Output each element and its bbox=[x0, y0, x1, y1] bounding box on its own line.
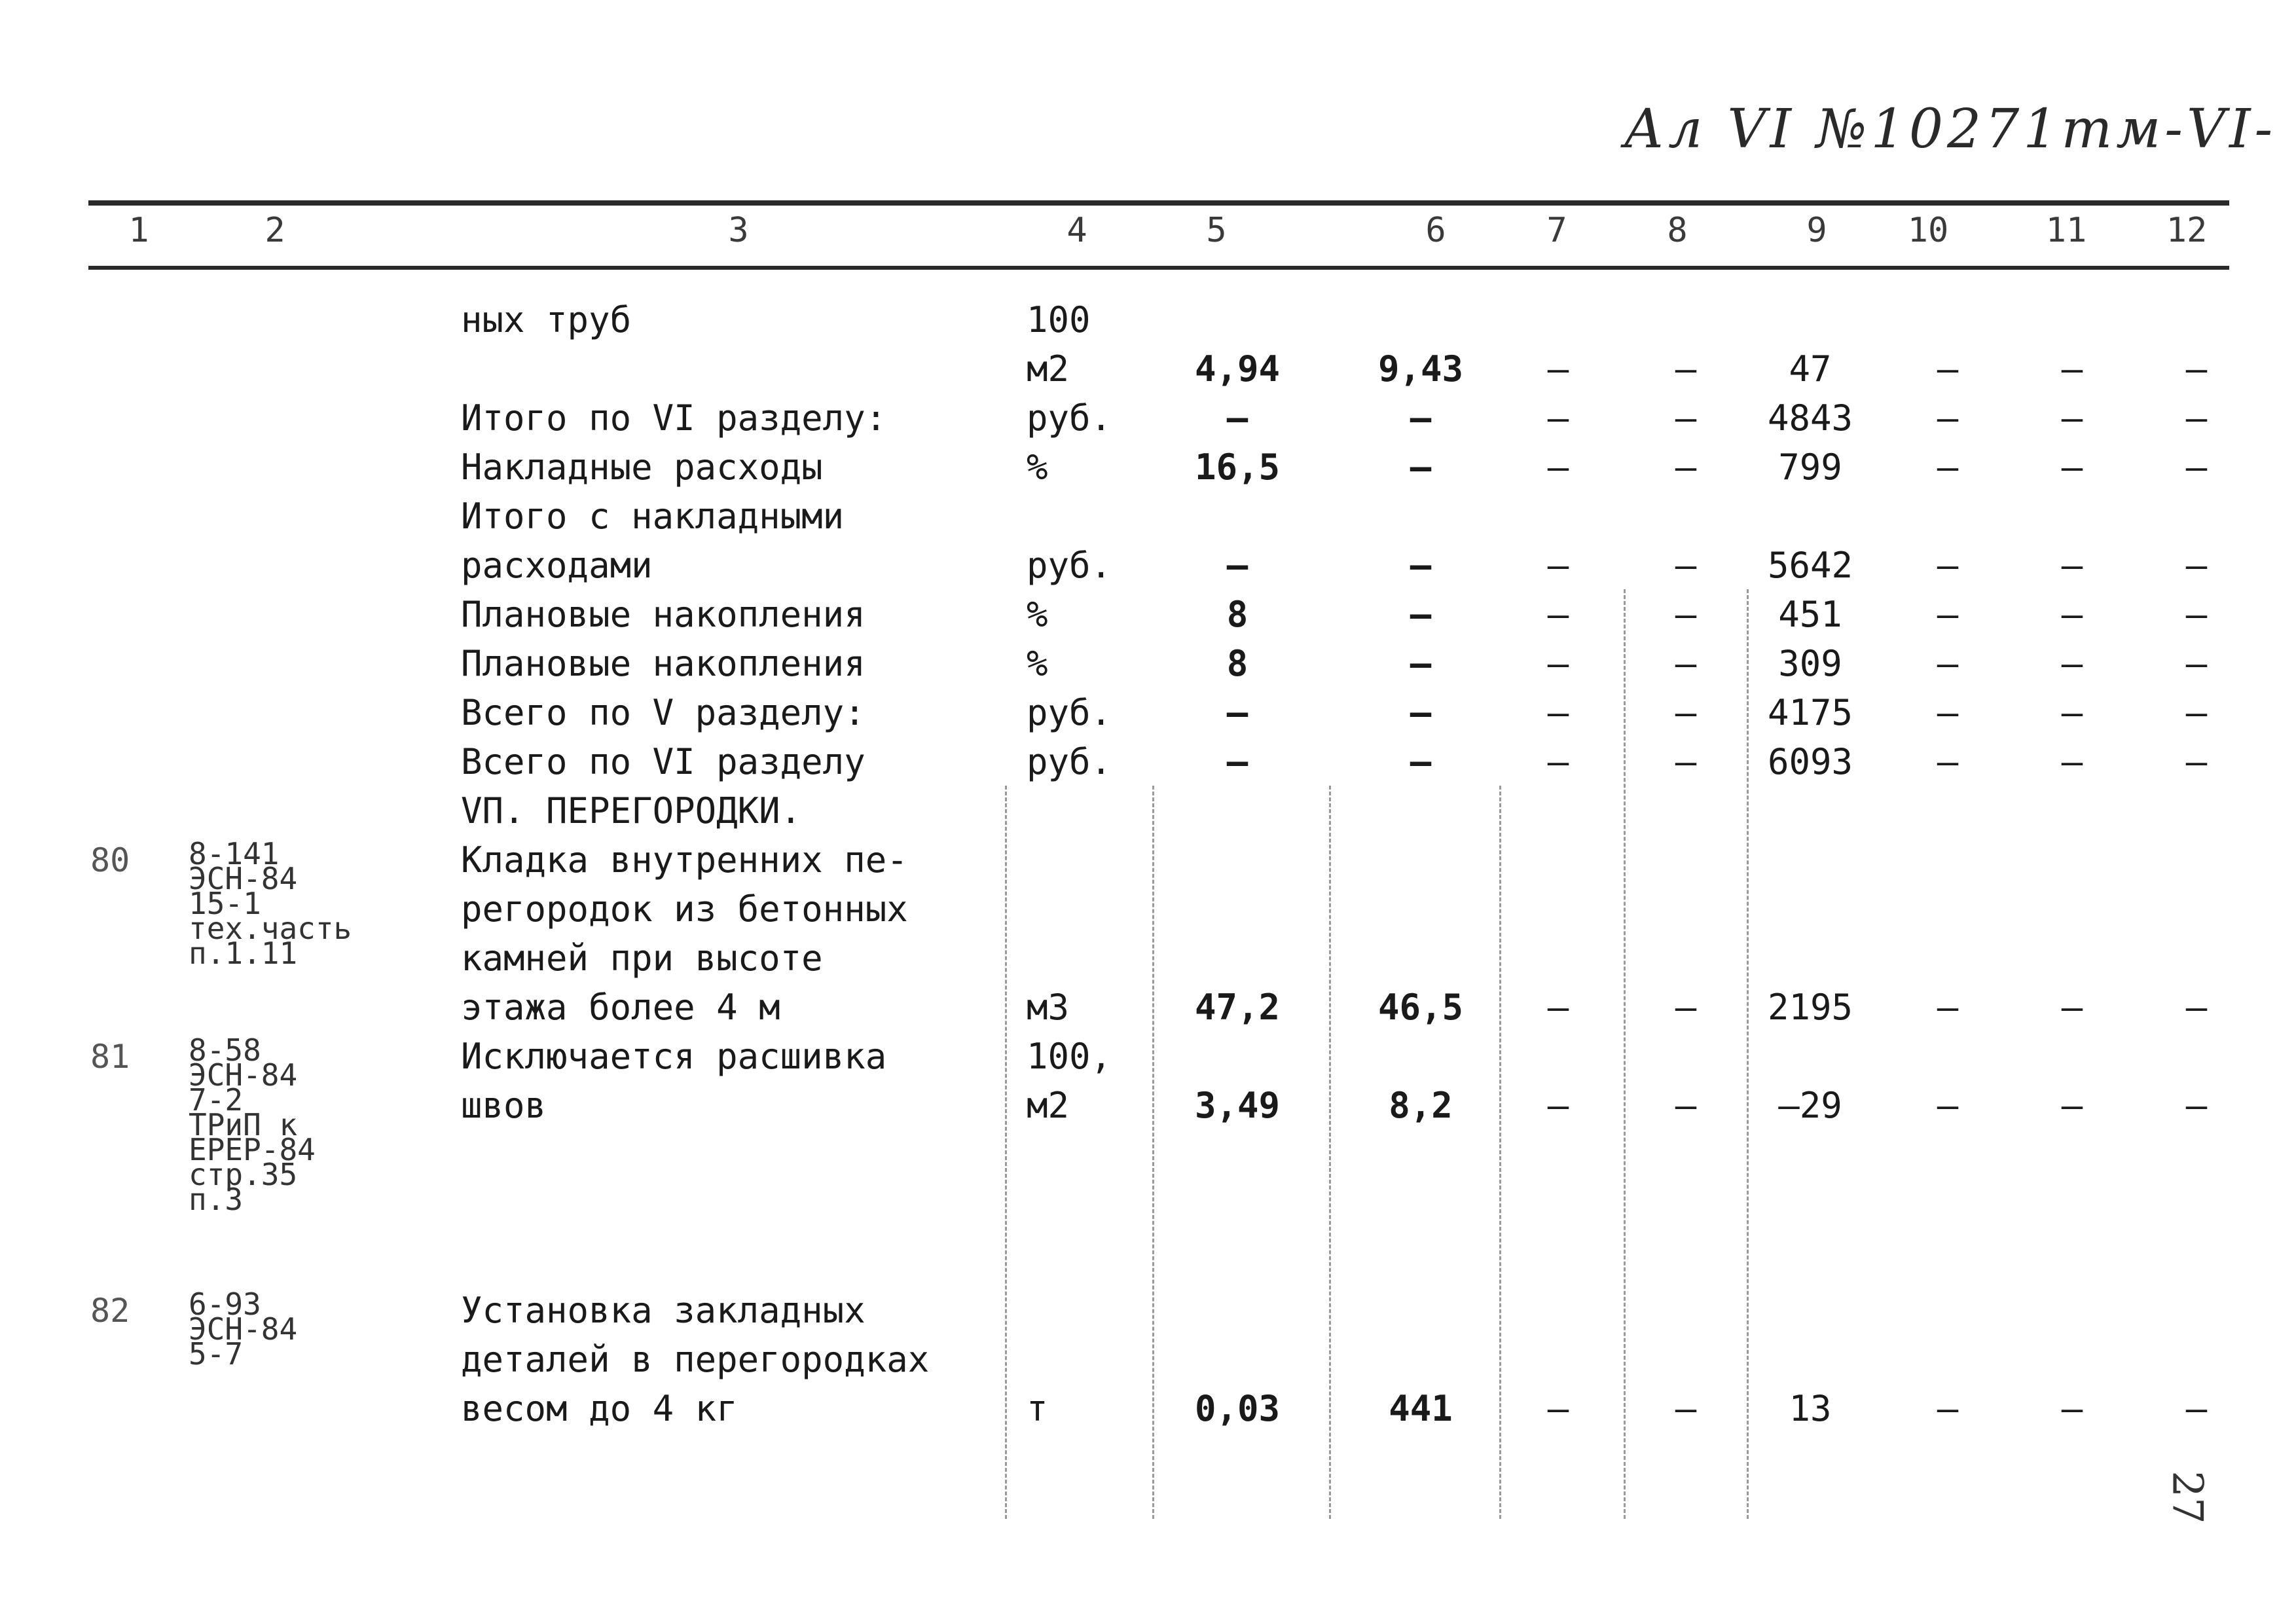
handwritten-header: Ал VI №10271тм-VI- bbox=[1624, 98, 2277, 160]
norm-reference: 8-141 ЭСН-84 15-1 тех.часть п.1.11 bbox=[189, 836, 352, 971]
value-col-11: – bbox=[2061, 545, 2083, 586]
value-col-6: 8,2 bbox=[1389, 1085, 1453, 1126]
column-number: 2 bbox=[264, 211, 285, 250]
value-col-10: – bbox=[1937, 594, 1959, 635]
column-number: 6 bbox=[1425, 211, 1446, 250]
value-col-9: 6093 bbox=[1767, 741, 1853, 782]
value-col-6: – bbox=[1410, 692, 1432, 733]
value-col-5: 8 bbox=[1226, 594, 1248, 635]
column-separator bbox=[1329, 786, 1333, 1519]
header-bottom-rule bbox=[88, 266, 2229, 270]
unit-of-measure: 100 bbox=[1027, 299, 1091, 340]
value-col-9: 5642 bbox=[1767, 545, 1853, 586]
value-col-7: – bbox=[1547, 1388, 1569, 1429]
value-col-6: – bbox=[1410, 741, 1432, 782]
value-col-7: – bbox=[1547, 348, 1569, 390]
value-col-10: – bbox=[1937, 741, 1959, 782]
column-number: 3 bbox=[728, 211, 749, 250]
value-col-11: – bbox=[2061, 692, 2083, 733]
page-number: 27 bbox=[2162, 1470, 2212, 1524]
work-description: Всего по VI разделу bbox=[461, 741, 866, 782]
value-col-7: – bbox=[1547, 447, 1569, 488]
work-description: регородок из бетонных bbox=[461, 888, 908, 930]
unit-of-measure: руб. bbox=[1027, 741, 1112, 782]
column-number: 12 bbox=[2166, 211, 2208, 250]
row-number: 81 bbox=[90, 1038, 130, 1076]
value-col-9: 13 bbox=[1789, 1388, 1832, 1429]
work-description: Итого с накладными bbox=[461, 496, 845, 537]
value-col-6: 46,5 bbox=[1377, 987, 1464, 1028]
value-col-9: 4843 bbox=[1767, 397, 1853, 439]
value-col-8: – bbox=[1675, 1085, 1697, 1126]
unit-of-measure: % bbox=[1027, 643, 1048, 684]
work-description: швов bbox=[461, 1085, 547, 1126]
value-col-5: 4,94 bbox=[1194, 348, 1281, 390]
work-description: VП. ПЕРЕГОРОДКИ. bbox=[461, 790, 802, 831]
value-col-5: 0,03 bbox=[1194, 1388, 1281, 1429]
value-col-10: – bbox=[1937, 447, 1959, 488]
row-number: 82 bbox=[90, 1292, 130, 1330]
column-number: 4 bbox=[1066, 211, 1087, 250]
column-separator bbox=[1152, 786, 1156, 1519]
unit-of-measure: руб. bbox=[1027, 397, 1112, 439]
value-col-12: – bbox=[2185, 741, 2208, 782]
value-col-12: – bbox=[2185, 348, 2208, 390]
value-col-10: – bbox=[1937, 643, 1959, 684]
value-col-7: – bbox=[1547, 692, 1569, 733]
value-col-11: – bbox=[2061, 447, 2083, 488]
work-description: этажа более 4 м bbox=[461, 987, 780, 1028]
work-description: Исключается расшивка bbox=[461, 1036, 887, 1077]
work-description: Итого по VI разделу: bbox=[461, 397, 887, 439]
work-description: Плановые накопления bbox=[461, 643, 866, 684]
work-description: Кладка внутренних пе- bbox=[461, 839, 908, 881]
value-col-11: – bbox=[2061, 643, 2083, 684]
column-separator bbox=[1499, 786, 1503, 1519]
row-number: 80 bbox=[90, 841, 130, 879]
value-col-11: – bbox=[2061, 397, 2083, 439]
value-col-7: – bbox=[1547, 741, 1569, 782]
unit-of-measure: % bbox=[1027, 594, 1048, 635]
value-col-12: – bbox=[2185, 594, 2208, 635]
value-col-11: – bbox=[2061, 348, 2083, 390]
value-col-9: 799 bbox=[1778, 447, 1842, 488]
value-col-8: – bbox=[1675, 692, 1697, 733]
value-col-8: – bbox=[1675, 447, 1697, 488]
work-description: Накладные расходы bbox=[461, 447, 823, 488]
value-col-11: – bbox=[2061, 987, 2083, 1028]
value-col-10: – bbox=[1937, 545, 1959, 586]
value-col-7: – bbox=[1547, 545, 1569, 586]
value-col-5: – bbox=[1226, 692, 1248, 733]
value-col-12: – bbox=[2185, 643, 2208, 684]
value-col-6: 9,43 bbox=[1377, 348, 1464, 390]
value-col-12: – bbox=[2185, 545, 2208, 586]
work-description: Плановые накопления bbox=[461, 594, 866, 635]
value-col-6: – bbox=[1410, 447, 1432, 488]
column-number: 8 bbox=[1667, 211, 1688, 250]
value-col-8: – bbox=[1675, 1388, 1697, 1429]
table-top-rule bbox=[88, 200, 2229, 206]
unit-of-measure: 100, bbox=[1027, 1036, 1112, 1077]
value-col-9: –29 bbox=[1778, 1085, 1842, 1126]
value-col-8: – bbox=[1675, 741, 1697, 782]
norm-reference: 6-93 ЭСН-84 5-7 bbox=[189, 1286, 298, 1372]
value-col-5: 8 bbox=[1226, 643, 1248, 684]
value-col-6: – bbox=[1410, 397, 1432, 439]
value-col-11: – bbox=[2061, 1388, 2083, 1429]
value-col-12: – bbox=[2185, 1388, 2208, 1429]
value-col-11: – bbox=[2061, 741, 2083, 782]
column-number: 5 bbox=[1206, 211, 1227, 250]
unit-of-measure: т bbox=[1027, 1388, 1048, 1429]
value-col-11: – bbox=[2061, 594, 2083, 635]
value-col-6: – bbox=[1410, 643, 1432, 684]
value-col-7: – bbox=[1547, 594, 1569, 635]
work-description: ных труб bbox=[461, 299, 632, 340]
value-col-12: – bbox=[2185, 692, 2208, 733]
value-col-5: 3,49 bbox=[1194, 1085, 1281, 1126]
unit-of-measure: % bbox=[1027, 447, 1048, 488]
value-col-10: – bbox=[1937, 397, 1959, 439]
value-col-7: – bbox=[1547, 1085, 1569, 1126]
value-col-6: – bbox=[1410, 545, 1432, 586]
value-col-8: – bbox=[1675, 545, 1697, 586]
column-number: 10 bbox=[1907, 211, 1949, 250]
value-col-9: 451 bbox=[1778, 594, 1842, 635]
value-col-10: – bbox=[1937, 348, 1959, 390]
value-col-8: – bbox=[1675, 397, 1697, 439]
value-col-9: 2195 bbox=[1767, 987, 1853, 1028]
value-col-7: – bbox=[1547, 397, 1569, 439]
value-col-7: – bbox=[1547, 987, 1569, 1028]
value-col-10: – bbox=[1937, 1085, 1959, 1126]
value-col-5: – bbox=[1226, 397, 1248, 439]
value-col-6: 441 bbox=[1389, 1388, 1453, 1429]
column-number: 1 bbox=[128, 211, 149, 250]
value-col-9: 47 bbox=[1789, 348, 1832, 390]
value-col-10: – bbox=[1937, 692, 1959, 733]
value-col-9: 4175 bbox=[1767, 692, 1853, 733]
column-number: 9 bbox=[1806, 211, 1827, 250]
value-col-12: – bbox=[2185, 987, 2208, 1028]
unit-of-measure: руб. bbox=[1027, 545, 1112, 586]
value-col-10: – bbox=[1937, 1388, 1959, 1429]
value-col-5: – bbox=[1226, 545, 1248, 586]
value-col-8: – bbox=[1675, 348, 1697, 390]
column-separator bbox=[1624, 589, 1628, 1519]
work-description: расходами bbox=[461, 545, 653, 586]
value-col-12: – bbox=[2185, 447, 2208, 488]
value-col-5: 47,2 bbox=[1194, 987, 1281, 1028]
unit-of-measure: м2 bbox=[1027, 348, 1070, 390]
value-col-5: 16,5 bbox=[1194, 447, 1281, 488]
value-col-6: – bbox=[1410, 594, 1432, 635]
value-col-5: – bbox=[1226, 741, 1248, 782]
unit-of-measure: руб. bbox=[1027, 692, 1112, 733]
value-col-8: – bbox=[1675, 594, 1697, 635]
work-description: деталей в перегородках bbox=[461, 1339, 930, 1380]
unit-of-measure: м2 bbox=[1027, 1085, 1070, 1126]
column-number-header bbox=[0, 208, 2296, 261]
value-col-8: – bbox=[1675, 643, 1697, 684]
norm-reference: 8-58 ЭСН-84 7-2 ТРиП к ЕРЕР-84 стр.35 п.3 bbox=[189, 1032, 316, 1217]
column-separator bbox=[1005, 786, 1009, 1519]
value-col-10: – bbox=[1937, 987, 1959, 1028]
work-description: камней при высоте bbox=[461, 938, 823, 979]
column-number: 11 bbox=[2045, 211, 2087, 250]
work-description: Всего по V разделу: bbox=[461, 692, 866, 733]
value-col-12: – bbox=[2185, 397, 2208, 439]
value-col-7: – bbox=[1547, 643, 1569, 684]
value-col-8: – bbox=[1675, 987, 1697, 1028]
value-col-12: – bbox=[2185, 1085, 2208, 1126]
work-description: Установка закладных bbox=[461, 1290, 866, 1331]
column-number: 7 bbox=[1546, 211, 1567, 250]
value-col-11: – bbox=[2061, 1085, 2083, 1126]
unit-of-measure: м3 bbox=[1027, 987, 1070, 1028]
value-col-9: 309 bbox=[1778, 643, 1842, 684]
work-description: весом до 4 кг bbox=[461, 1388, 738, 1429]
